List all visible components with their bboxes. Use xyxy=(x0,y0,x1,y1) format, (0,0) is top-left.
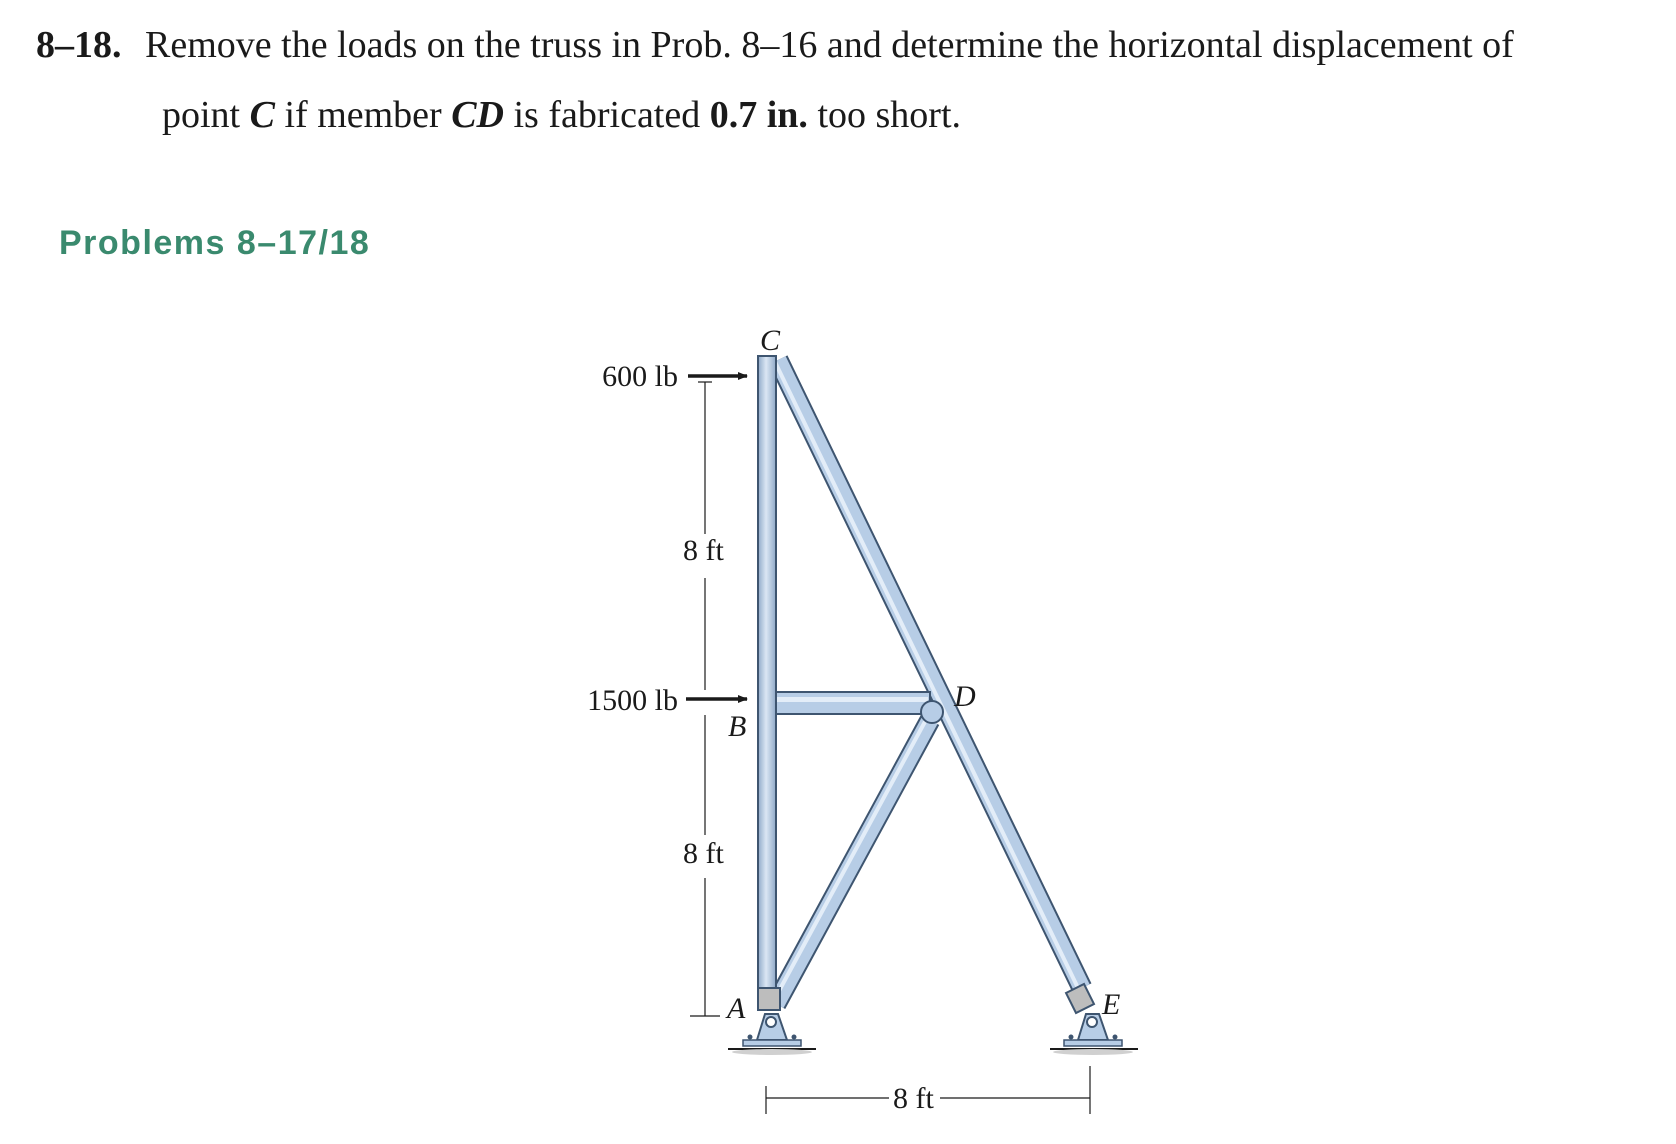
pin-support-e xyxy=(1050,1014,1138,1055)
dim-upper-height: 8 ft xyxy=(683,534,724,567)
var-cd: CD xyxy=(451,94,504,136)
joint-label-a: A xyxy=(727,992,746,1025)
problem-number: 8–18. xyxy=(36,24,122,66)
problem-text-2b: if member xyxy=(284,94,442,136)
fabrication-error: 0.7 in. xyxy=(709,94,808,136)
problem-text-2c: is fabricated xyxy=(513,94,701,136)
load-label-top: 600 lb xyxy=(602,360,678,393)
joint-label-d: D xyxy=(954,680,976,713)
figure-caption: Problems 8–17/18 xyxy=(59,224,371,262)
load-label-middle: 1500 lb xyxy=(587,684,678,717)
dim-lower-height: 8 ft xyxy=(683,837,724,870)
var-c: C xyxy=(249,94,275,136)
member-bd xyxy=(772,692,930,714)
member-ac xyxy=(758,356,776,998)
truss-members xyxy=(758,356,1094,1013)
dim-base-width: 8 ft xyxy=(893,1082,934,1115)
joint-d xyxy=(921,701,943,723)
sleeve-a xyxy=(758,988,780,1010)
sleeve-e xyxy=(1066,984,1094,1013)
joint-label-b: B xyxy=(728,710,747,743)
joint-label-e: E xyxy=(1102,988,1121,1021)
joint-label-c: C xyxy=(760,324,781,357)
problem-text-2a: point xyxy=(162,94,241,136)
problem-text-1: Remove the loads on the truss in Prob. 8–16 and determine the horizontal displacement of xyxy=(145,24,1514,66)
problem-text-2d: too short. xyxy=(817,94,961,136)
